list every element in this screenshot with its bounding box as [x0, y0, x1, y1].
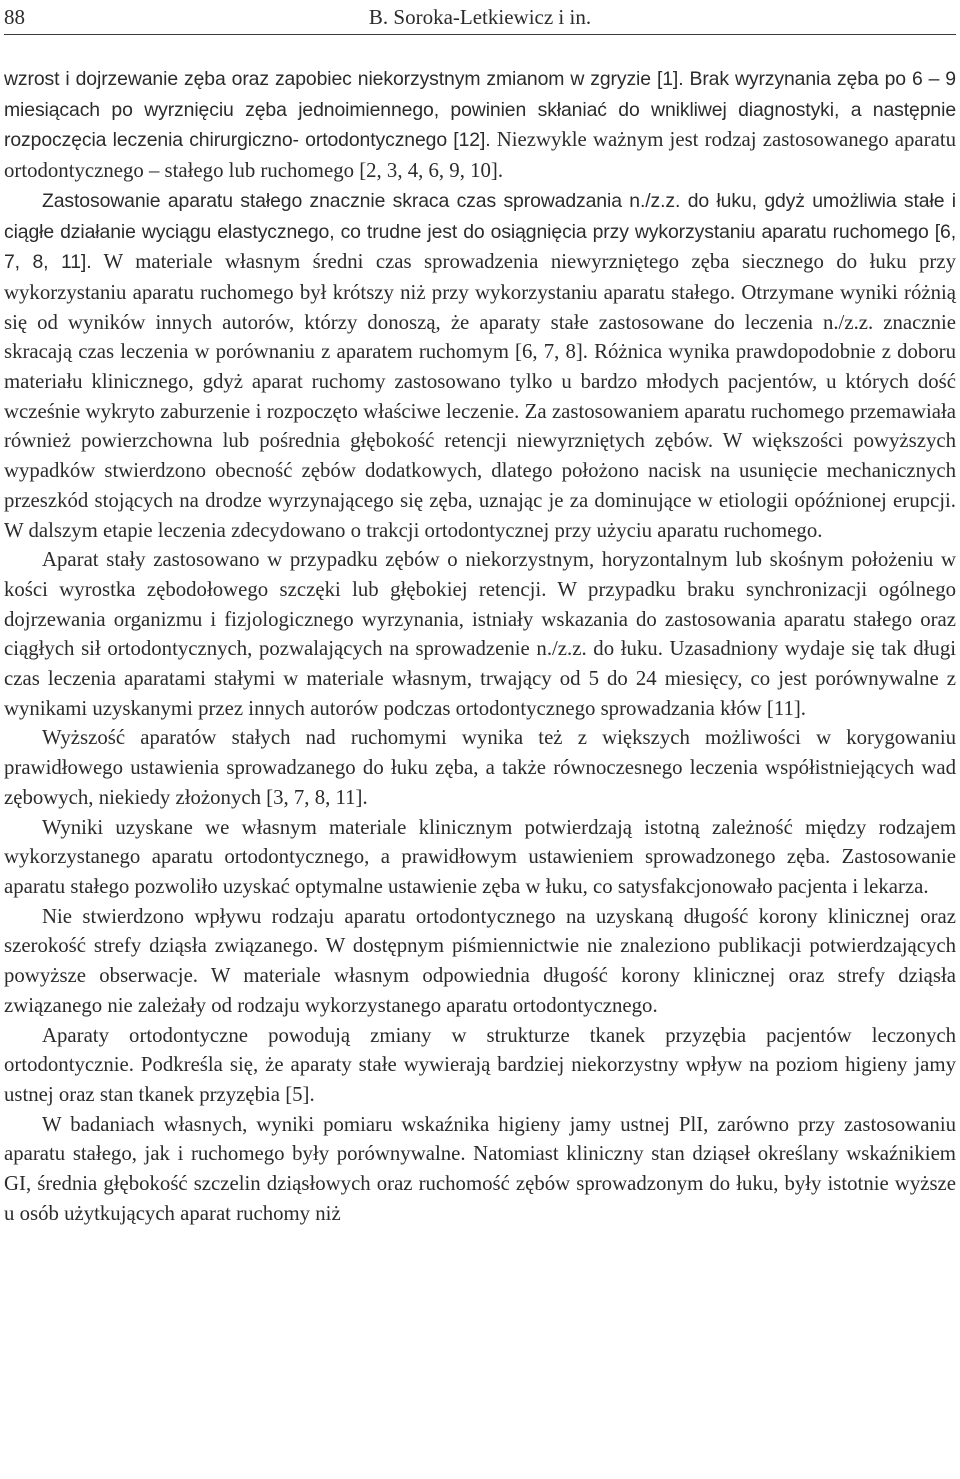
paragraph-2-segment-1: Zastosowanie aparatu stałego znacznie skraca czas sprowadzania n./z.z. do łuku, gdyż umożliwia stałe i ciągłe działanie wyciągu elastycznego, co trudne jest do osiągnięcia przy wykorzystaniu aparatu ruchomego [6, 7, 8, 11].	[4, 189, 956, 274]
paragraph-1	[4, 64, 956, 186]
paragraph-8-segment-1: W badaniach własnych, wyniki pomiaru wskaźnika higieny jamy ustnej PlI, zarówno przy zastosowaniu aparatu stałego, jak i ruchomego były porównywalne. Natomiast kliniczny stan dziąseł określany wskaźnikiem GI, średnia głębokość szczelin dziąsłowych oraz ruchomość zębów sprowadzonym do łuku, były istotnie wyższe u osób użytkujących aparat ruchomy niż	[4, 1112, 956, 1225]
paragraph-6-segment-1: Nie stwierdzono wpływu rodzaju aparatu ortodontycznego na uzyskaną długość korony klinicznej oraz szerokość strefy dziąsła związanego. W dostępnym piśmiennictwie nie znaleziono publikacji potwierdzających powyższe obserwacje. W materiale własnym odpowiednia długość korony klinicznej oraz strefy dziąsła związanego nie zależały od rodzaju wykorzystanego aparatu ortodontycznego.	[4, 904, 956, 1017]
running-header	[0, 2, 960, 32]
paragraph-3	[4, 545, 956, 723]
paragraph-1-segment-1: wzrost i dojrzewanie zęba oraz zapobiec niekorzystnym zmianom w zgryzie [1]. Brak wyrzynania zęba po 6 – 9 miesiącach po wyrznięciu zęba jednoimiennego, powinien skłaniać do wnikliwej diagnostyki, a następnie rozpoczęcia leczenia chirurgiczno- ortodontycznego [12].	[4, 68, 956, 152]
running-title: B. Soroka-Letkiewicz i in.	[368, 5, 592, 29]
paragraph-4	[4, 723, 956, 812]
paragraph-5-segment-1: Wyniki uzyskane we własnym materiale klinicznym potwierdzają istotną zależność między rodzajem wykorzystanego aparatu ortodontycznego, a prawidłowym ustawieniem sprowadzonego zęba. Zastosowanie aparatu stałego pozwoliło uzyskać optymalne ustawienie zęba w łuku, co satysfakcjonowało pacjenta i lekarza.	[4, 815, 956, 898]
paragraph-7-segment-1: Aparaty ortodontyczne powodują zmiany w strukturze tkanek przyzębia pacjentów leczonych ortodontycznie. Podkreśla się, że aparaty stałe wywierają bardziej niekorzystny wpływ na poziom higieny jamy ustnej oraz stan tkanek przyzębia [5].	[4, 1023, 956, 1106]
paragraph-4-segment-1: Wyższość aparatów stałych nad ruchomymi wynika też z większych możliwości w korygowaniu prawidłowego ustawienia sprowadzanego do łuku zęba, a także równoczesnego leczenia współistniejących wad zębowych, niekiedy złożonych [3, 7, 8, 11].	[4, 726, 956, 809]
body-text	[4, 64, 956, 1228]
paragraph-8	[4, 1110, 956, 1229]
paragraph-5	[4, 813, 956, 902]
paragraph-6	[4, 902, 956, 1021]
page-number: 88	[4, 5, 25, 29]
paragraph-2	[4, 186, 956, 545]
paragraph-1-segment-2: Niezwykle ważnym jest rodzaj zastosowanego aparatu ortodontycznego – stałego lub ruchomego [2, 3, 4, 6, 9, 10].	[4, 128, 956, 183]
paragraph-3-segment-1: Aparat stały zastosowano w przypadku zębów o niekorzystnym, horyzontalnym lub skośnym położeniu w kości wyrostka zębodołowego szczęki lub głębokiej retencji. W przypadku braku synchronizacji ogólnego dojrzewania organizmu i fizjologicznego wyrzynania, istniały wskazania do zastosowania aparatu stałego oraz ciągłych sił ortodontycznych, pozwalających na sprowadzenie n./z.z. do łuku. Uzasadniony wydaje się tak długi czas leczenia aparatami stałymi w materiale własnym, trwający od 5 do 24 miesięcy, co jest porównywalne z wynikami uzyskanymi przez innych autorów podczas ortodontycznego sprowadzania kłów [11].	[4, 548, 956, 720]
paragraph-7	[4, 1021, 956, 1110]
paragraph-2-segment-2: W materiale własnym średni czas sprowadzenia niewyrzniętego zęba siecznego do łuku przy wykorzystaniu aparatu ruchomego był krótszy niż przy wykorzystaniu aparatu stałego. Otrzymane wyniki różnią się od wyników innych autorów, którzy donoszą, że aparaty stałe zastosowane do leczenia n./z.z. znacznie skracają czas leczenia w porównaniu z aparatem ruchomym [6, 7, 8]. Różnica wynika prawdopodobnie z doboru materiału klinicznego, gdyż aparat ruchomy zastosowano tylko u bardzo młodych pacjentów, u których dość wcześnie wykryto zaburzenie i rozpoczęto właściwe leczenie. Za zastosowaniem aparatu ruchomego przemawiała również powierzchowna lub pośrednia głębokość retencji niewyrzniętych zębów. W większości powyższych wypadków stwierdzono obecność zębów dodatkowych, dlatego położono nacisk na usunięcie mechanicznych przeszkód stojących na drodze wyrzynającego się zęba, uznając je za dominujące w etiologii opóźnionej erupcji. W dalszym etapie leczenia zdecydowano o trakcji ortodontycznej przy użyciu aparatu ruchomego.	[4, 250, 956, 542]
header-rule	[4, 34, 956, 35]
